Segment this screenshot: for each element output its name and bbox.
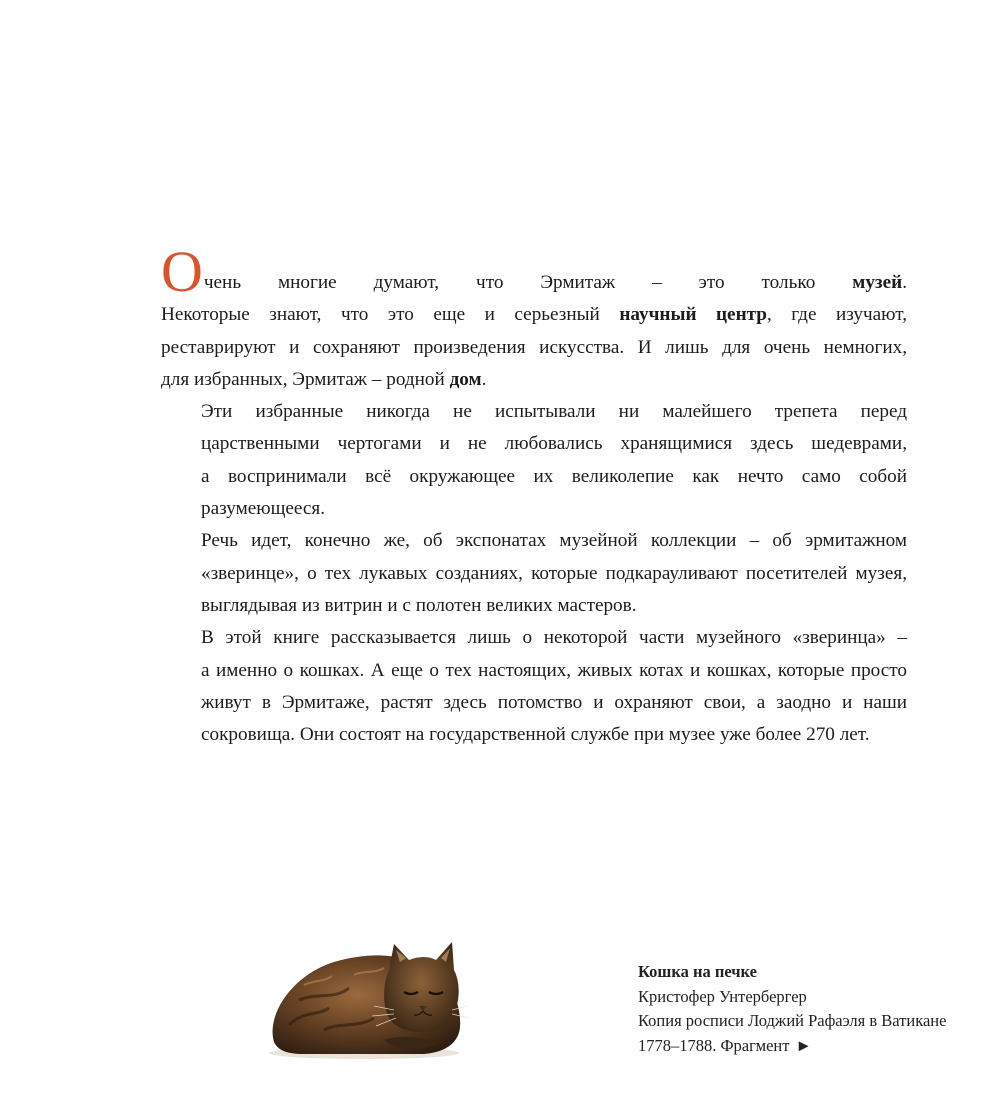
text-line: Эти избранные никогда не испытывали ни малейшего трепета перед [201, 401, 907, 423]
text-line: а воспринимали всё окружающее их великолепие как нечто само собой [201, 465, 907, 487]
text-line: разумеющееся. [201, 498, 326, 520]
paragraph-intro [161, 239, 907, 396]
main-text [161, 239, 907, 751]
drop-cap: О [161, 239, 203, 304]
bold-word: музей [852, 272, 903, 293]
text-line: для избранных, Эрмитаж – родной дом. [161, 368, 487, 390]
text-line: В этой книге рассказывается лишь о некоторой части музейного «зверинца» – [201, 627, 907, 649]
text-line: выглядывая из витрин и с полотен великих мастеров. [201, 594, 637, 616]
bold-word: научный центр [619, 304, 767, 326]
caption-date-line [638, 1034, 978, 1059]
paragraph-4 [161, 622, 907, 751]
paragraph-3 [161, 525, 907, 622]
text-line: Очень многие думают, что Эрмитаж – это только музей. [161, 239, 907, 304]
text-line: сокровища. Они состоят на государственной службе при музее уже более 270 лет. [201, 724, 870, 746]
text-line: живут в Эрмитаже, растят здесь потомство и охраняют свои, а заодно и наши [201, 691, 907, 713]
paragraph-2 [161, 396, 907, 525]
text-line: «зверинце», о тех лукавых созданиях, которые подкарауливают посетителей музея, [201, 562, 907, 584]
cat-illustration [264, 930, 470, 1060]
caption-title: Кошка на печке [638, 962, 757, 981]
caption-author: Кристофер Унтербергер [638, 986, 807, 1006]
figure-caption [638, 960, 978, 1058]
text-line: Речь идет, конечно же, об экспонатах музейной коллекции – об эрмитажном [201, 530, 907, 552]
bold-word: дом [449, 368, 482, 390]
text-line: Некоторые знают, что это еще и серьезный научный центр, где изучают, [161, 304, 907, 326]
right-arrow-icon: ► [795, 1035, 812, 1055]
caption-description: Копия росписи Лоджий Рафаэля в Ватикане [638, 1011, 947, 1030]
text-line: реставрируют и сохраняют произведения искусства. И лишь для очень немногих, [161, 336, 907, 358]
caption-date: 1778–1788. Фрагмент [638, 1035, 790, 1055]
text-line: а именно о кошках. А еще о тех настоящих, живых котах и кошках, которые просто [201, 659, 907, 681]
text-line: царственными чертогами и не любовались хранящимися здесь шедеврами, [201, 433, 907, 455]
